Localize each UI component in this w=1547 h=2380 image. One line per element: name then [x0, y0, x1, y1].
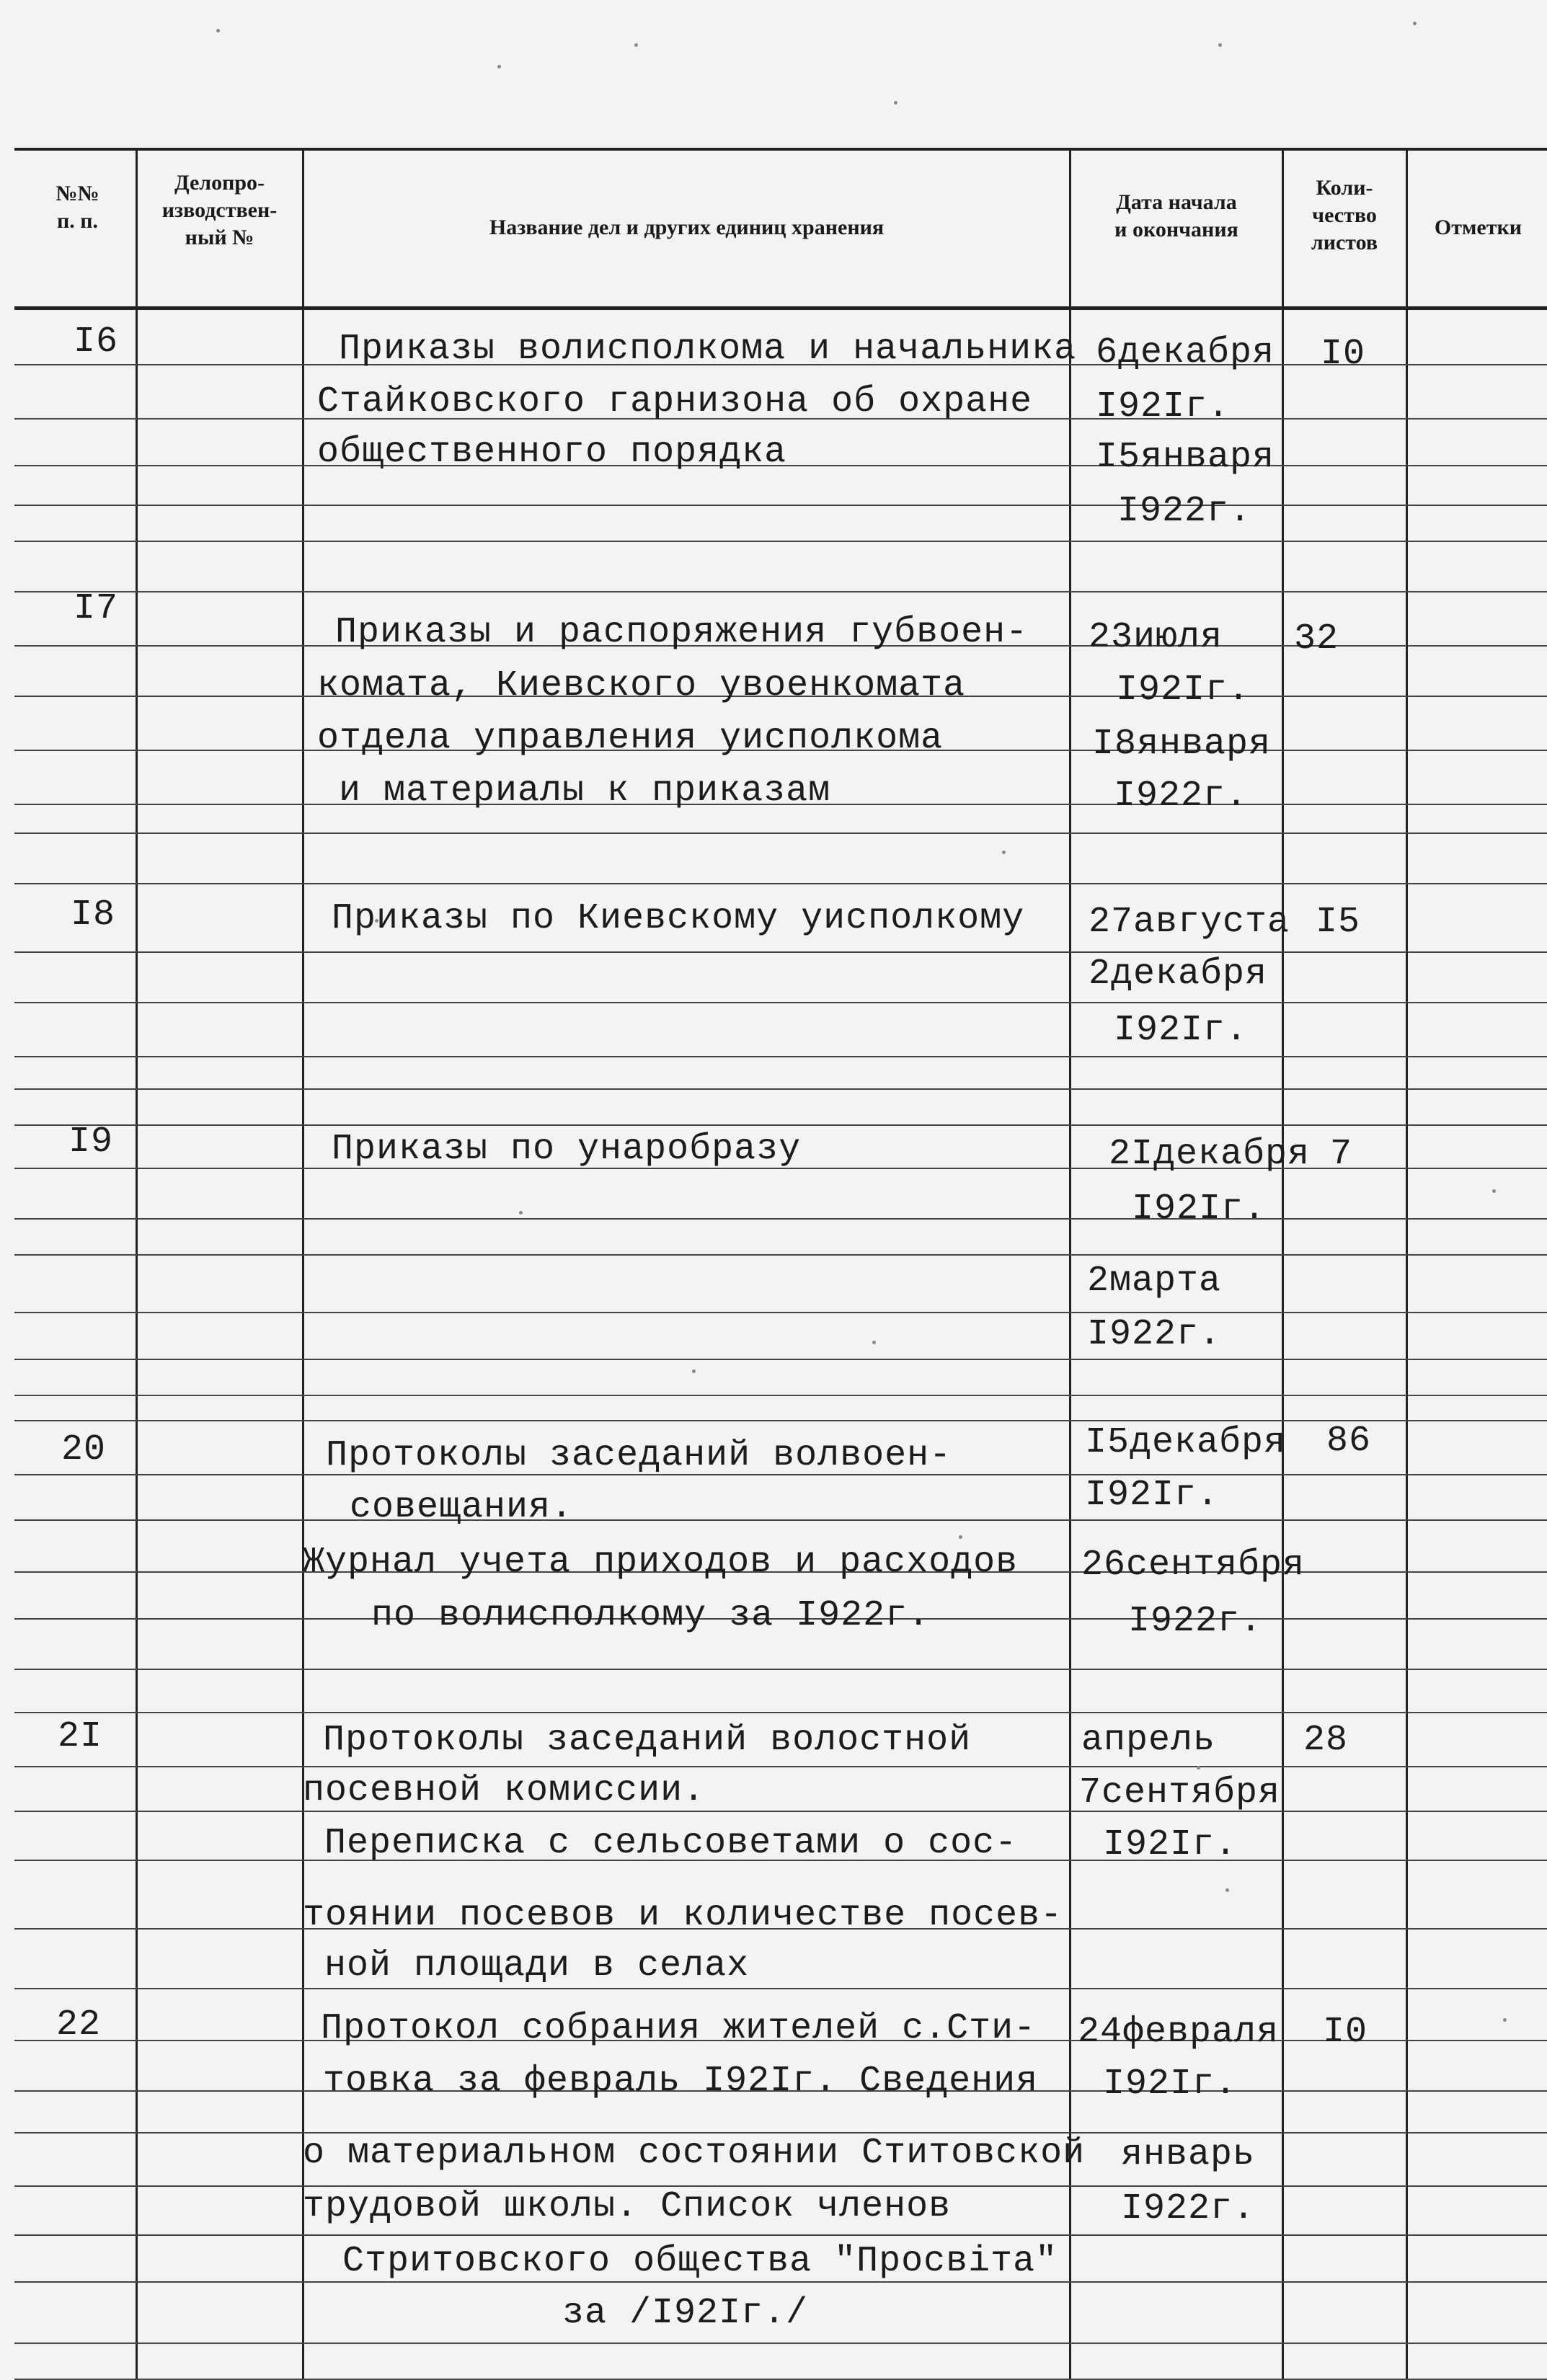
scan-speck [1197, 1766, 1200, 1770]
record-sheets: I0 [1321, 334, 1366, 375]
header-dates: Дата начала и окончания [1114, 190, 1238, 241]
record-sheets: I5 [1316, 902, 1361, 943]
row-rule [14, 505, 1547, 506]
header-bottom-rule [14, 306, 1547, 310]
record-date-line: I8января [1092, 724, 1272, 765]
record-title-line: Протокол собрания жителей с.Сти- [321, 2008, 1037, 2049]
record-date-line: I5декабря [1085, 1422, 1287, 1463]
record-title-line: Стритовского общества "Просвіта" [342, 2241, 1058, 2282]
record-sheets: 7 [1330, 1134, 1353, 1175]
record-date-line: I92Iг. [1103, 1824, 1238, 1865]
scan-speck [216, 29, 220, 32]
record-date-line: 6декабря [1096, 332, 1275, 373]
row-rule [14, 1002, 1547, 1003]
record-sheets: I0 [1323, 2012, 1368, 2053]
record-title-line: посевной комиссии. [303, 1770, 706, 1811]
col-rule-2 [302, 148, 304, 2379]
header-top-rule [14, 148, 1547, 151]
record-date-line: I5января [1096, 437, 1275, 478]
record-date-line: I92Iг. [1132, 1189, 1267, 1230]
row-rule [14, 1056, 1547, 1057]
scan-speck [1413, 22, 1417, 25]
row-rule [14, 1395, 1547, 1396]
record-date-line: 2марта [1087, 1261, 1222, 1302]
header-number: №№ п. п. [56, 182, 99, 233]
col-rule-4 [1282, 148, 1284, 2379]
record-date-line: 2декабря [1089, 954, 1268, 995]
scan-speck [519, 1211, 523, 1215]
record-date-line: 26сентября [1081, 1545, 1306, 1586]
record-title-line: о материальном состоянии Ститовской [303, 2133, 1086, 2174]
record-title-line: совещания. [350, 1487, 574, 1528]
record-title-line: Переписка с сельсоветами о сос- [324, 1823, 1018, 1864]
scan-speck [634, 43, 638, 47]
record-title-line: Приказы и распоряжения губвоен- [335, 612, 1029, 653]
record-title-line: общественного порядка [317, 432, 787, 473]
scan-speck [1002, 851, 1006, 854]
record-date-line: апрель [1081, 1720, 1216, 1761]
record-title-line: Приказы по унаробразу [332, 1129, 802, 1170]
row-rule [14, 1669, 1547, 1670]
record-date-line: I92Iг. [1085, 1475, 1220, 1516]
row-rule [14, 1712, 1547, 1713]
record-date-line: I92Iг. [1114, 1010, 1249, 1051]
record-title-line: Приказы волисполкома и начальника [339, 329, 1077, 370]
record-date-line: I92Iг. [1116, 670, 1251, 711]
row-rule [14, 1312, 1547, 1313]
scan-speck [1492, 1189, 1496, 1193]
record-date-line: 24февраля [1078, 2012, 1280, 2053]
record-title-line: комата, Киевского увоенкомата [317, 665, 966, 706]
record-number: I7 [74, 588, 119, 629]
row-rule [14, 1420, 1547, 1421]
record-date-line: январь [1121, 2134, 1256, 2175]
record-number: 20 [61, 1429, 107, 1470]
col-rule-5 [1406, 148, 1408, 2379]
row-rule [14, 1519, 1547, 1521]
row-rule [14, 1811, 1547, 1812]
row-rule [14, 591, 1547, 592]
header-notes: Отметки [1434, 216, 1522, 239]
record-number: I9 [68, 1122, 114, 1163]
row-rule [14, 1359, 1547, 1360]
record-title-line: по волисполкому за I922г. [371, 1595, 931, 1636]
record-date-line: 2Iдекабря [1109, 1134, 1311, 1175]
header-office-number: Делопро- изводствен- ный № [161, 171, 278, 249]
scan-speck [1503, 2018, 1507, 2022]
record-title-line: отдела управления уисполкома [317, 718, 944, 759]
record-title-line: тоянии посевов и количестве посев- [303, 1895, 1063, 1936]
row-rule [14, 1218, 1547, 1220]
record-title-line: Протоколы заседаний волвоен- [326, 1435, 952, 1476]
record-date-line: I922г. [1117, 491, 1252, 532]
scan-speck [1218, 43, 1222, 47]
scan-speck [872, 1341, 876, 1344]
row-rule [14, 1088, 1547, 1090]
row-rule [14, 951, 1547, 953]
record-number: 22 [56, 2004, 102, 2046]
scan-speck [1225, 1888, 1229, 1892]
record-date-line: 7сентября [1079, 1772, 1281, 1813]
record-date-line: I922г. [1121, 2188, 1256, 2229]
record-title-line: и материалы к приказам [339, 771, 831, 812]
record-date-line: 27августа [1089, 902, 1290, 943]
record-number: I8 [71, 894, 116, 936]
record-title-line: трудовой школы. Список членов [303, 2186, 952, 2227]
scan-speck [959, 1535, 962, 1539]
record-title-line: ной площади в селах [324, 1945, 750, 1986]
row-rule [14, 832, 1547, 834]
row-rule [14, 883, 1547, 884]
scan-speck [497, 65, 501, 68]
record-date-line: I922г. [1128, 1601, 1263, 1642]
col-rule-1 [136, 148, 138, 2379]
row-rule [14, 541, 1547, 542]
header-sheets: Коли- чество листов [1311, 176, 1378, 254]
row-rule [14, 2234, 1547, 2236]
record-title-line: Приказы по Киевскому уисполкому [332, 898, 1025, 939]
record-sheets: 28 [1303, 1720, 1349, 1761]
record-sheets: 86 [1326, 1421, 1372, 1462]
record-date-line: I922г. [1114, 776, 1249, 817]
record-title-line: за /I92Iг./ [562, 2293, 809, 2334]
scan-speck [692, 1369, 696, 1373]
row-rule [14, 1124, 1547, 1126]
record-date-line: I92Iг. [1103, 2064, 1238, 2105]
row-rule [14, 1766, 1547, 1767]
record-title-line: товка за февраль I92Iг. Сведения [323, 2061, 1039, 2102]
record-sheets: 32 [1294, 618, 1339, 660]
record-date-line: I92Iг. [1096, 386, 1231, 427]
row-rule [14, 1988, 1547, 1989]
record-date-line: 23июля [1089, 617, 1223, 658]
header-title: Название дел и других единиц хранения [489, 216, 885, 239]
record-title-line: Стайковского гарнизона об охране [317, 381, 1033, 422]
record-title-line: Протоколы заседаний волостной [323, 1720, 972, 1761]
row-rule [14, 2343, 1547, 2344]
col-rule-3 [1069, 148, 1071, 2379]
record-title-line: Журнал учета приходов и расходов [303, 1542, 1019, 1583]
record-number: I6 [74, 321, 119, 363]
row-rule [14, 1254, 1547, 1256]
record-date-line: I922г. [1087, 1314, 1222, 1355]
scan-speck [894, 101, 897, 105]
record-number: 2I [58, 1716, 103, 1757]
